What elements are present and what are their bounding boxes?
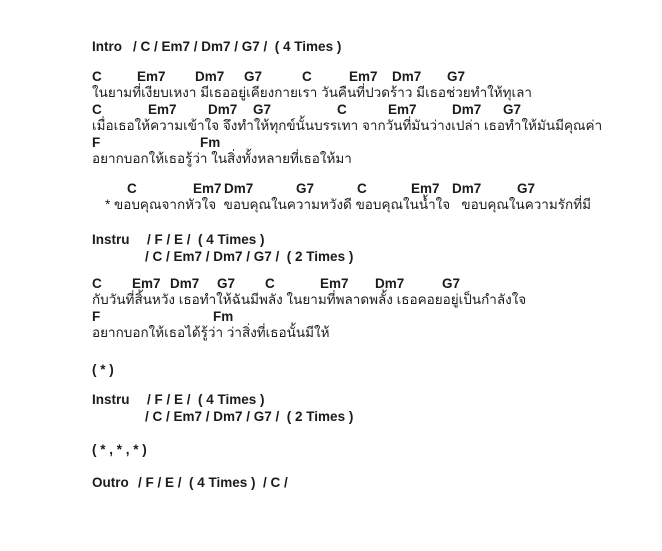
- instru-body: / F / E / ( 4 Times ): [147, 232, 265, 247]
- chord-row: [92, 182, 652, 197]
- chord-label: Em7: [411, 181, 440, 196]
- instru-body-2: / C / Em7 / Dm7 / G7 / ( 2 Times ): [145, 409, 354, 424]
- lyric-line: อยากบอกให้เธอได้รู้ว่า ว่าสิ่งที่เธอนั้นมีให้: [92, 325, 330, 340]
- chord-label: Em7: [132, 276, 161, 291]
- chord-label: C: [265, 276, 275, 291]
- chord-label: G7: [517, 181, 536, 196]
- chord-label: G7: [253, 102, 272, 117]
- lyric-line: กับวันที่สิ้นหวัง เธอทำให้ฉันมีพลัง ในยามที่พลาดพลั้ง เธอคอยอยู่เป็นกำลังใจ: [92, 292, 527, 307]
- chord-label: Dm7: [224, 181, 254, 196]
- outro-body: / F / E / ( 4 Times ) / C /: [138, 475, 288, 490]
- chord-label: C: [92, 102, 102, 117]
- chord-label: Em7: [349, 69, 378, 84]
- chord-label: G7: [217, 276, 236, 291]
- lyric-line: * ขอบคุณจากหัวใจ ขอบคุณในความหวังดี ขอบคุณในน้ำใจ ขอบคุณในความรักที่มี: [105, 197, 592, 212]
- chord-label: Dm7: [392, 69, 422, 84]
- chord-row: [92, 136, 652, 151]
- chord-label: Em7: [148, 102, 177, 117]
- repeat-marker-2: ( * , * , * ): [92, 442, 147, 457]
- chord-row: [92, 103, 652, 118]
- chord-label: Dm7: [452, 102, 482, 117]
- outro-line: [92, 474, 652, 491]
- instru-body-2: / C / Em7 / Dm7 / G7 / ( 2 Times ): [145, 249, 354, 264]
- intro-line: [92, 38, 652, 55]
- instru-line-1: [92, 391, 652, 408]
- chord-label: Fm: [213, 309, 234, 324]
- instru-line-2: [92, 248, 652, 265]
- lyric-line: ในยามที่เงียบเหงา มีเธออยู่เคียงกายเรา วันคืนที่ปวดร้าว มีเธอช่วยทำให้ทุเลา: [92, 85, 533, 100]
- lyric-line: เมื่อเธอให้ความเข้าใจ จึงทำให้ทุกข์นั้นบรรเทา จากวันที่มันว่างเปล่า เธอทำให้มันมีคุณค่า: [92, 118, 603, 133]
- outro-label: Outro: [92, 475, 129, 490]
- intro-label: Intro: [92, 39, 122, 54]
- instru-line-1: [92, 231, 652, 248]
- verse1: [92, 70, 652, 169]
- instru-1: [92, 231, 652, 265]
- chorus: [92, 182, 652, 215]
- repeat-marker-1: ( * ): [92, 362, 114, 377]
- chord-label: C: [127, 181, 137, 196]
- chord-label: Dm7: [170, 276, 200, 291]
- chord-label: Fm: [200, 135, 221, 150]
- chord-label: Dm7: [208, 102, 238, 117]
- chord-label: Dm7: [375, 276, 405, 291]
- chord-label: G7: [442, 276, 461, 291]
- instru-label: Instru: [92, 232, 130, 247]
- chord-label: C: [92, 276, 102, 291]
- chord-label: Em7: [388, 102, 417, 117]
- lyric-line: อยากบอกให้เธอรู้ว่า ในสิ่งทั้งหลายที่เธอให้มา: [92, 151, 352, 166]
- chord-row: [92, 277, 652, 292]
- chord-label: C: [302, 69, 312, 84]
- chord-label: G7: [296, 181, 315, 196]
- chord-row: [92, 70, 652, 85]
- chord-label: G7: [447, 69, 466, 84]
- intro-body: / C / Em7 / Dm7 / G7 / ( 4 Times ): [133, 39, 342, 54]
- chord-label: Dm7: [195, 69, 225, 84]
- chord-label: F: [92, 309, 101, 324]
- chord-label: C: [92, 69, 102, 84]
- chord-label: G7: [244, 69, 263, 84]
- verse2: [92, 277, 652, 343]
- chord-label: Em7: [193, 181, 222, 196]
- instru-line-2: [92, 408, 652, 425]
- chord-label: F: [92, 135, 101, 150]
- instru-label: Instru: [92, 392, 130, 407]
- instru-body: / F / E / ( 4 Times ): [147, 392, 265, 407]
- chord-label: G7: [503, 102, 522, 117]
- chord-label: C: [357, 181, 367, 196]
- chord-label: C: [337, 102, 347, 117]
- chord-row: [92, 310, 652, 325]
- instru-2: [92, 391, 652, 425]
- chord-label: Em7: [320, 276, 349, 291]
- chord-label: Em7: [137, 69, 166, 84]
- chord-label: Dm7: [452, 181, 482, 196]
